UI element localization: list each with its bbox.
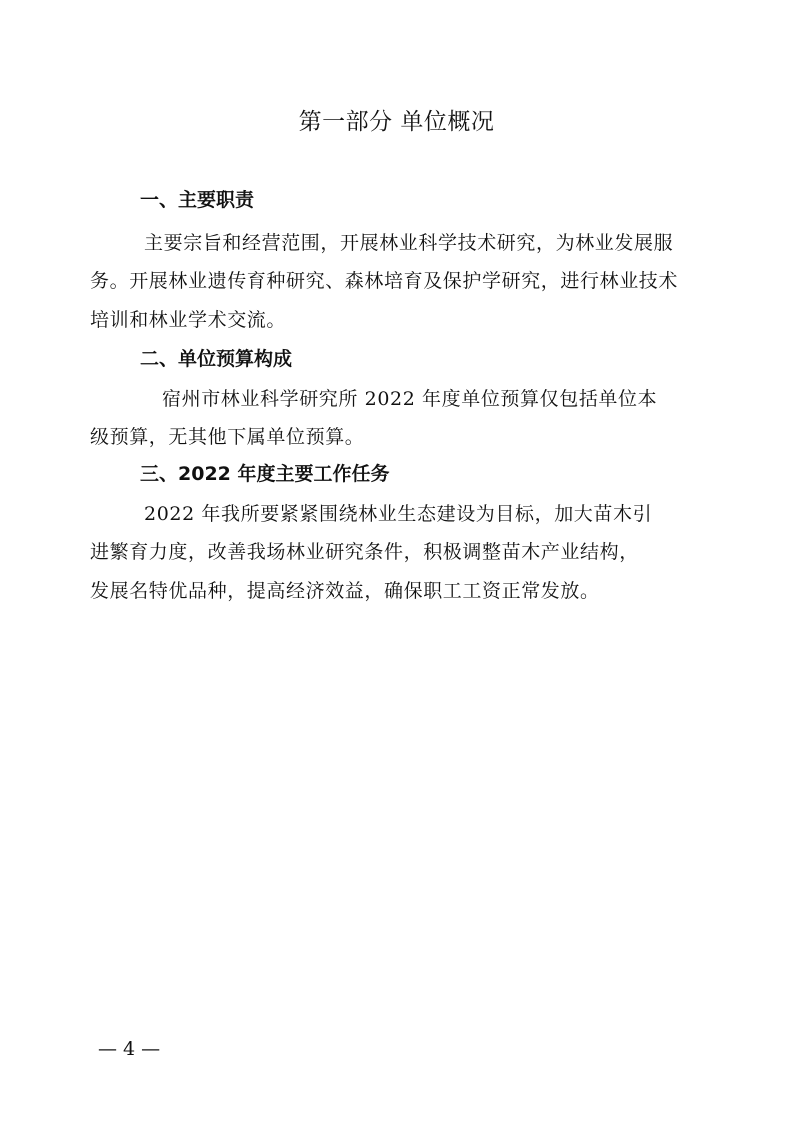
page-title: 第一部分 单位概况 <box>298 109 495 135</box>
paragraph-line: 宿州市林业科学研究所 2022 年度单位预算仅包括单位本 <box>162 388 658 410</box>
section-heading-budget-structure: 二、单位预算构成 <box>140 348 293 370</box>
page-number: — 4 — <box>98 1038 161 1060</box>
paragraph-line: 级预算，无其他下属单位预算。 <box>90 426 365 448</box>
section-heading-duties: 一、主要职责 <box>140 189 255 211</box>
paragraph-line: 2022 年我所要紧紧围绕林业生态建设为目标，加大苗木引 <box>144 503 653 525</box>
paragraph-line: 主要宗旨和经营范围，开展林业科学技术研究，为林业发展服 <box>144 232 674 254</box>
paragraph-line: 培训和林业学术交流。 <box>90 309 287 331</box>
paragraph-line: 进繁育力度，改善我场林业研究条件，积极调整苗木产业结构， <box>90 541 639 563</box>
paragraph-line: 务。开展林业遗传育种研究、森林培育及保护学研究，进行林业技术 <box>90 270 679 292</box>
paragraph-line: 发展名特优品种，提高经济效益，确保职工工资正常发放。 <box>90 580 600 602</box>
section-heading-main-tasks: 三、2022 年度主要工作任务 <box>140 463 390 485</box>
